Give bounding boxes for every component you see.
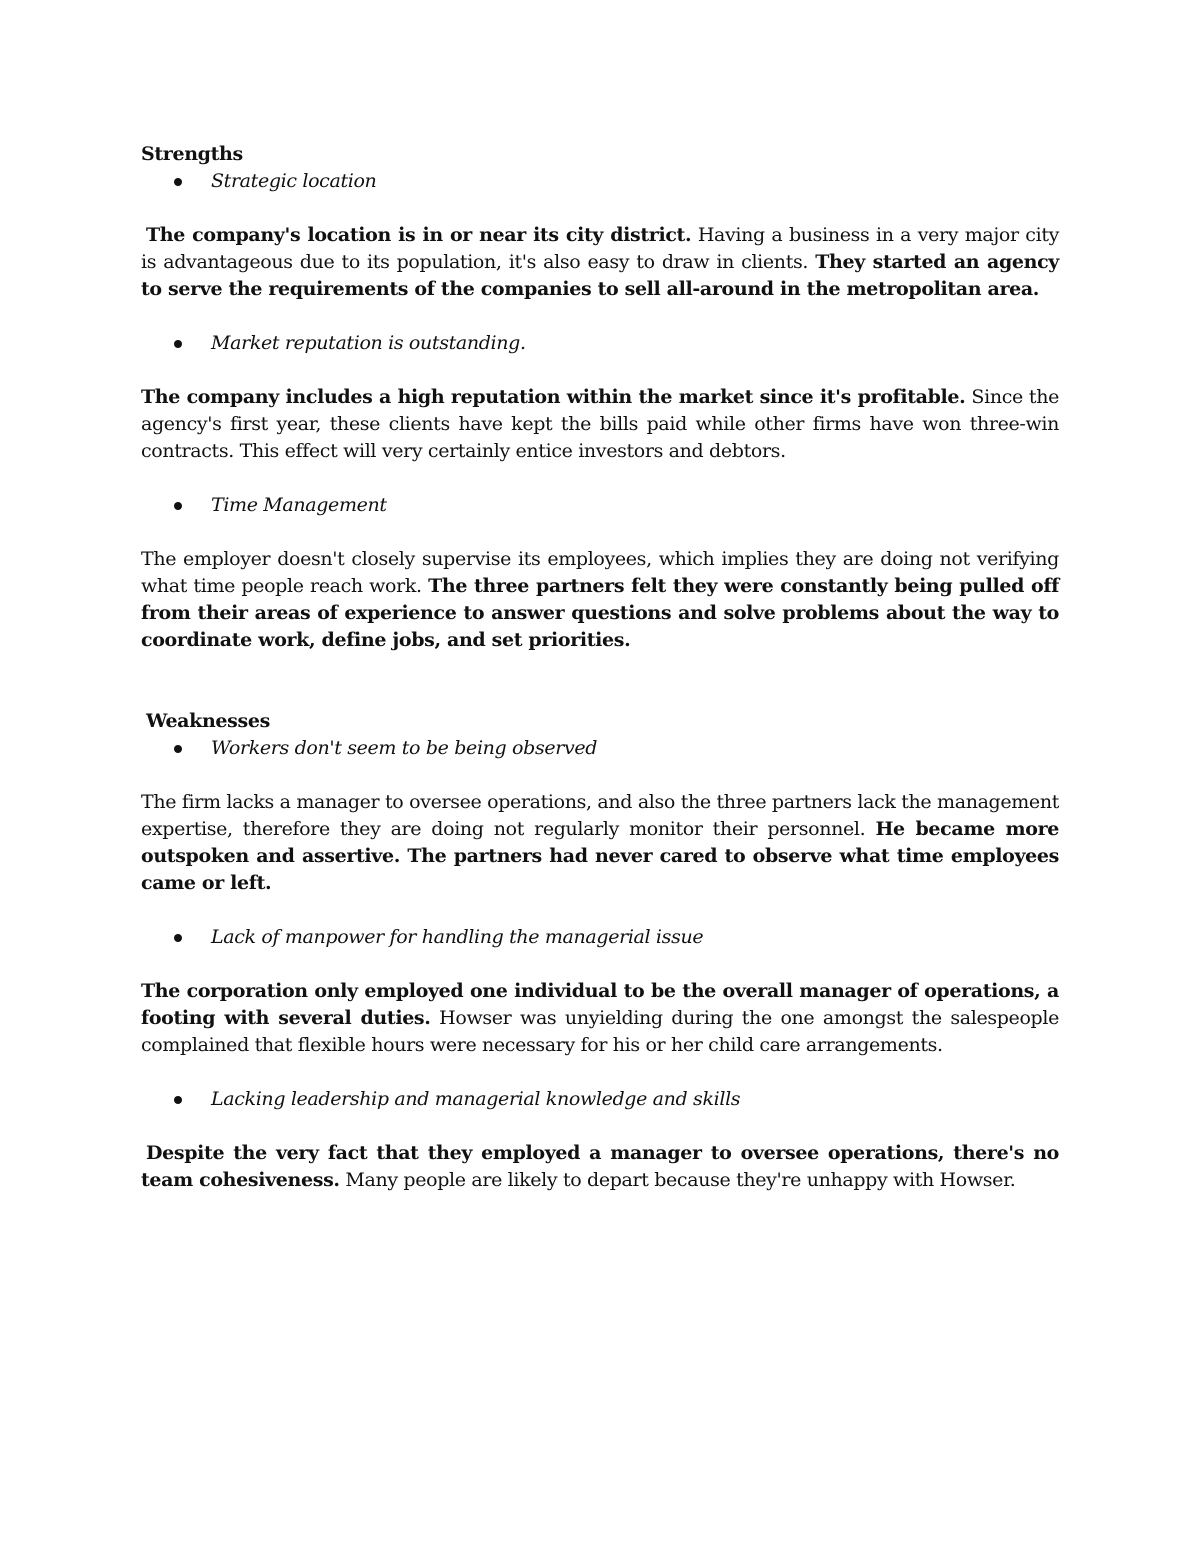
document-page — [141, 141, 1059, 1194]
bullet-dot-icon — [174, 178, 182, 186]
bullet-title: Lack of manpower for handling the managerial issue — [211, 926, 704, 948]
spacer — [141, 951, 1059, 978]
bullet-item — [141, 924, 1059, 951]
bullet-title: Strategic location — [211, 170, 377, 192]
bold-text: They started an agency to serve the requirements of the companies to sell all-around in the metropolitan area. — [141, 251, 1059, 300]
paragraph — [141, 222, 1059, 303]
bold-text: The three partners felt they were constantly being pulled off from their areas of experience to answer questions and solve problems about the way to coordinate work, define jobs, and set priorities. — [141, 575, 1059, 651]
bullet-dot-icon — [174, 340, 182, 348]
bullet-title: Workers don't seem to be being observed — [211, 737, 598, 759]
bold-text: The company includes a high reputation within the market since it's profitable. — [141, 386, 966, 408]
bullet-title: Market reputation is outstanding. — [211, 332, 526, 354]
bullet-item — [141, 735, 1059, 762]
bullet-title: Time Management — [211, 494, 387, 516]
bullet-item — [141, 168, 1059, 195]
bold-text: Despite the very fact that they employed a manager to oversee operations, there's no team cohesiveness. — [141, 1142, 1059, 1191]
bullet-item — [141, 492, 1059, 519]
bullet-dot-icon — [174, 745, 182, 753]
spacer — [141, 1059, 1059, 1086]
body-text: Many people are likely to depart because they're unhappy with Howser. — [339, 1169, 1016, 1191]
spacer — [141, 195, 1059, 222]
bullet-title: Lacking leadership and managerial knowledge and skills — [211, 1088, 741, 1110]
paragraph — [141, 978, 1059, 1059]
body-text: The employer doesn't closely supervise its employees, which implies they are doing not verifying what time people reach work. — [141, 548, 1059, 597]
spacer — [141, 519, 1059, 546]
bullet-item — [141, 1086, 1059, 1113]
spacer — [141, 357, 1059, 384]
bullet-dot-icon — [174, 934, 182, 942]
weaknesses-heading: Weaknesses — [146, 710, 270, 732]
body-text: Since the agency's first year, these clients have kept the bills paid while other firms have won three-win contracts. This effect will very certainly entice investors and debtors. — [141, 386, 1059, 462]
body-text: Howser was unyielding during the one amongst the salespeople complained that flexible hours were necessary for his or her child care arrangements. — [141, 1007, 1059, 1056]
body-text: The firm lacks a manager to oversee operations, and also the three partners lack the management expertise, therefore they are doing not regularly monitor their personnel. — [141, 791, 1059, 840]
paragraph — [141, 384, 1059, 465]
paragraph — [141, 546, 1059, 654]
spacer — [141, 1113, 1059, 1140]
paragraph — [141, 1140, 1059, 1194]
bold-text: The company's location is in or near its city district. — [146, 224, 692, 246]
spacer — [141, 465, 1059, 492]
bold-text: He became more outspoken and assertive. The partners had never cared to observe what time employees came or left. — [141, 818, 1059, 894]
spacer — [141, 654, 1059, 708]
bold-text: The corporation only employed one individual to be the overall manager of operations, a footing with several duties. — [141, 980, 1059, 1029]
spacer — [141, 762, 1059, 789]
spacer — [141, 303, 1059, 330]
spacer — [141, 897, 1059, 924]
body-text: Having a business in a very major city is advantageous due to its population, it's also easy to draw in clients. — [141, 224, 1059, 273]
strengths-heading: Strengths — [141, 143, 243, 165]
bullet-dot-icon — [174, 502, 182, 510]
bullet-dot-icon — [174, 1096, 182, 1104]
paragraph — [141, 789, 1059, 897]
bullet-item — [141, 330, 1059, 357]
